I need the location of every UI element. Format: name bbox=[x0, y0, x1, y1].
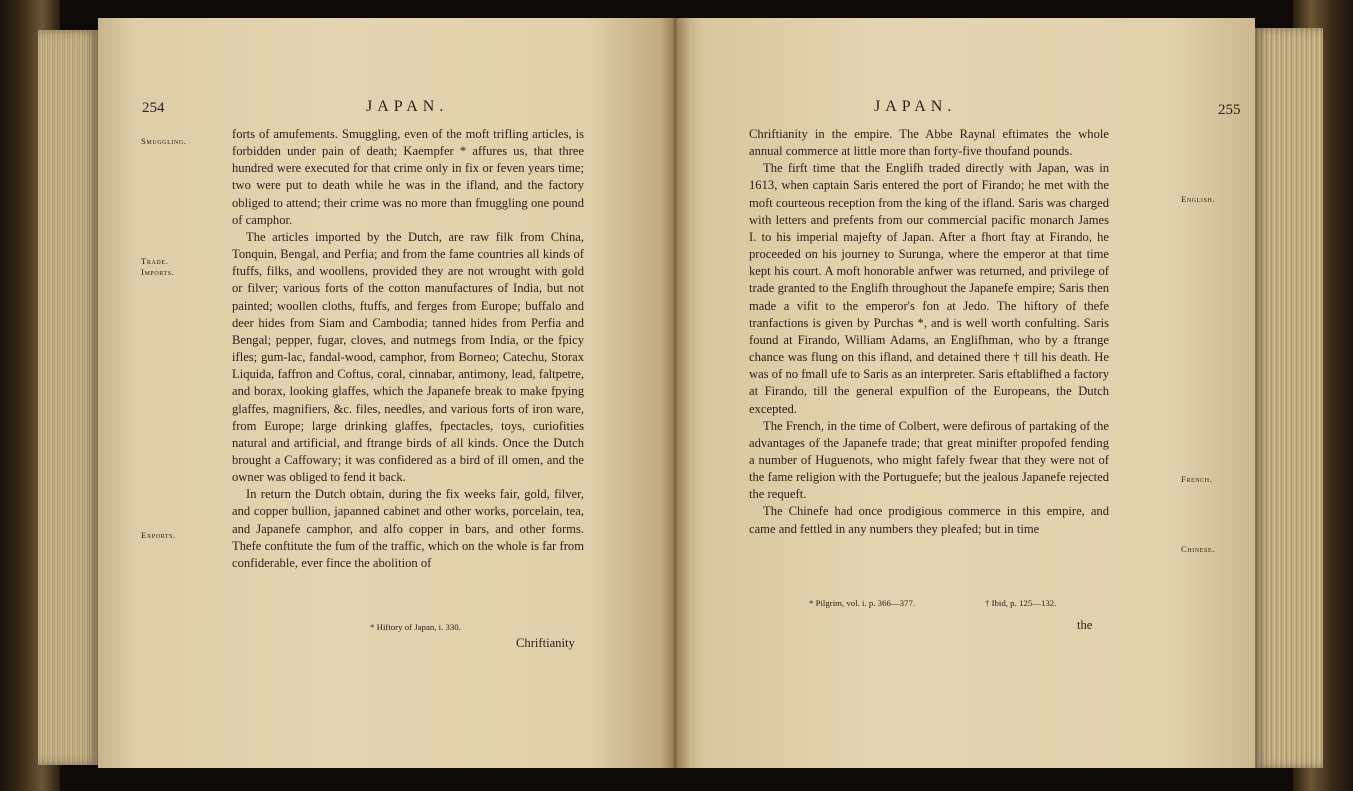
paragraph: The French, in the time of Colbert, were defirous of partaking of the advantages of the Japanefe trade; that great minifter propofed fending a number of Huguenots, who might fafely fwear that they were not of the fame religion with the Portuguefe; but the jealous Japanefe rejected the requeft. bbox=[749, 418, 1109, 502]
paragraph: The articles imported by the Dutch, are raw filk from China, Tonquin, Bengal, and Perfia; and from the fame countries all kinds of ftuffs, filks, and woollens, provided they are not wrought with gold or filver; various forts of the cotton manufactures of India, but not painted; woollen cloths, ftuffs, and ferges from Europe; buffalo and deer hides from Siam and Cambodia; tanned hides from Perfia and Bengal; pepper, fugar, cloves, and nutmegs from India, or the fpicy ifles; gum-lac, fandal-wood, camphor, from Borneo; Catechu, Storax Liquida, faffron and Coftus, coral, cinnabar, antimony, lead, faltpetre, and borax, looking glaffes, which the Japanefe break to make fpying glaffes, magnifiers, &c. files, needles, and various forts of iron ware, from Europe; large drinking glaffes, fpectacles, toys, curiofities natural and artificial, and ftrange birds of all kinds. Once the Dutch brought a Caffowary; it was confidered as a bird of ill omen, and the owner was obliged to fend it back. bbox=[232, 229, 584, 485]
page-number: 254 bbox=[142, 100, 165, 116]
footnote: * Pilgrim, vol. i. p. 366—377. bbox=[809, 598, 916, 608]
right-page bbox=[673, 18, 1255, 768]
right-body-text bbox=[749, 126, 1109, 538]
side-note-exports: Exports. bbox=[141, 530, 176, 540]
running-head: JAPAN. bbox=[366, 98, 449, 115]
paragraph: forts of amufements. Smuggling, even of the moft trifling articles, is forbidden under pain of death; Kaempfer * affures us, that three hundred were executed for that crime only in fix or feven years time; two were put to death while he was in the ifland, and the factory obliged to attend; their crime was no more than fmuggling one pound of camphor. bbox=[232, 127, 584, 227]
left-page bbox=[98, 18, 673, 768]
side-note-french: French. bbox=[1181, 474, 1213, 484]
paragraph: Chriftianity in the empire. The Abbe Raynal eftimates the whole annual commerce at little more than forty-five thoufand pounds. bbox=[749, 127, 1109, 159]
side-note-trade: Trade. bbox=[141, 256, 169, 266]
running-head: JAPAN. bbox=[874, 98, 957, 115]
footnote: † Ibid, p. 125—132. bbox=[985, 598, 1057, 608]
catchword: Chriftianity bbox=[516, 636, 575, 650]
gutter-shadow bbox=[660, 18, 690, 768]
side-note-chinese: Chinese. bbox=[1181, 544, 1216, 554]
footnote: * Hiftory of Japan, i. 330. bbox=[370, 622, 461, 632]
page-number: 255 bbox=[1218, 102, 1241, 118]
left-page-edges bbox=[38, 30, 100, 765]
side-note-imports: Imports. bbox=[141, 267, 175, 277]
side-note-english: English. bbox=[1181, 194, 1216, 204]
catchword: the bbox=[1077, 618, 1093, 632]
paragraph: The firft time that the Englifh traded directly with Japan, was in 1613, when captain Saris entered the port of Firando; he met with the moft courteous reception from the king of the ifland. Saris was charged with letters and prefents from our commercial pacific monarch James I. to his imperial majefty of Japan. After a fhort ftay at Firando, he proceeded on his journey to Surunga, where the emperor at that time kept his court. A moft honorable anfwer was returned, and privilege of trade granted to the Englifh throughout the Japanefe empire; Saris then made a vifit to the emperor's fon at Jedo. The hiftory of thefe tranfactions is given by Purchas *, and is well worth confulting. Saris found at Firando, William Adams, an Englifhman, who by a ftrange chance was flung on this ifland, and detained there † till his death. He was of no fmall ufe to Saris as an interpreter. Saris eftablifhed a factory at Firando, till the general expulfion of the Europeans, the Dutch excepted. bbox=[749, 161, 1109, 416]
right-page-edges bbox=[1253, 28, 1323, 768]
left-body-text bbox=[232, 126, 584, 572]
side-note-smuggling: Smuggling. bbox=[141, 136, 187, 146]
paragraph: In return the Dutch obtain, during the fix weeks fair, gold, filver, and copper bullion, japanned cabinet and other works, porcelain, tea, and Japanefe camphor, and alfo copper in bars, and other forms. Thefe conftitute the fum of the traffic, which on the whole is far from confiderable, ever fince the abolition of bbox=[232, 487, 584, 570]
paragraph: The Chinefe had once prodigious commerce in this empire, and came and fettled in any numbers they pleafed; but in time bbox=[749, 504, 1109, 536]
